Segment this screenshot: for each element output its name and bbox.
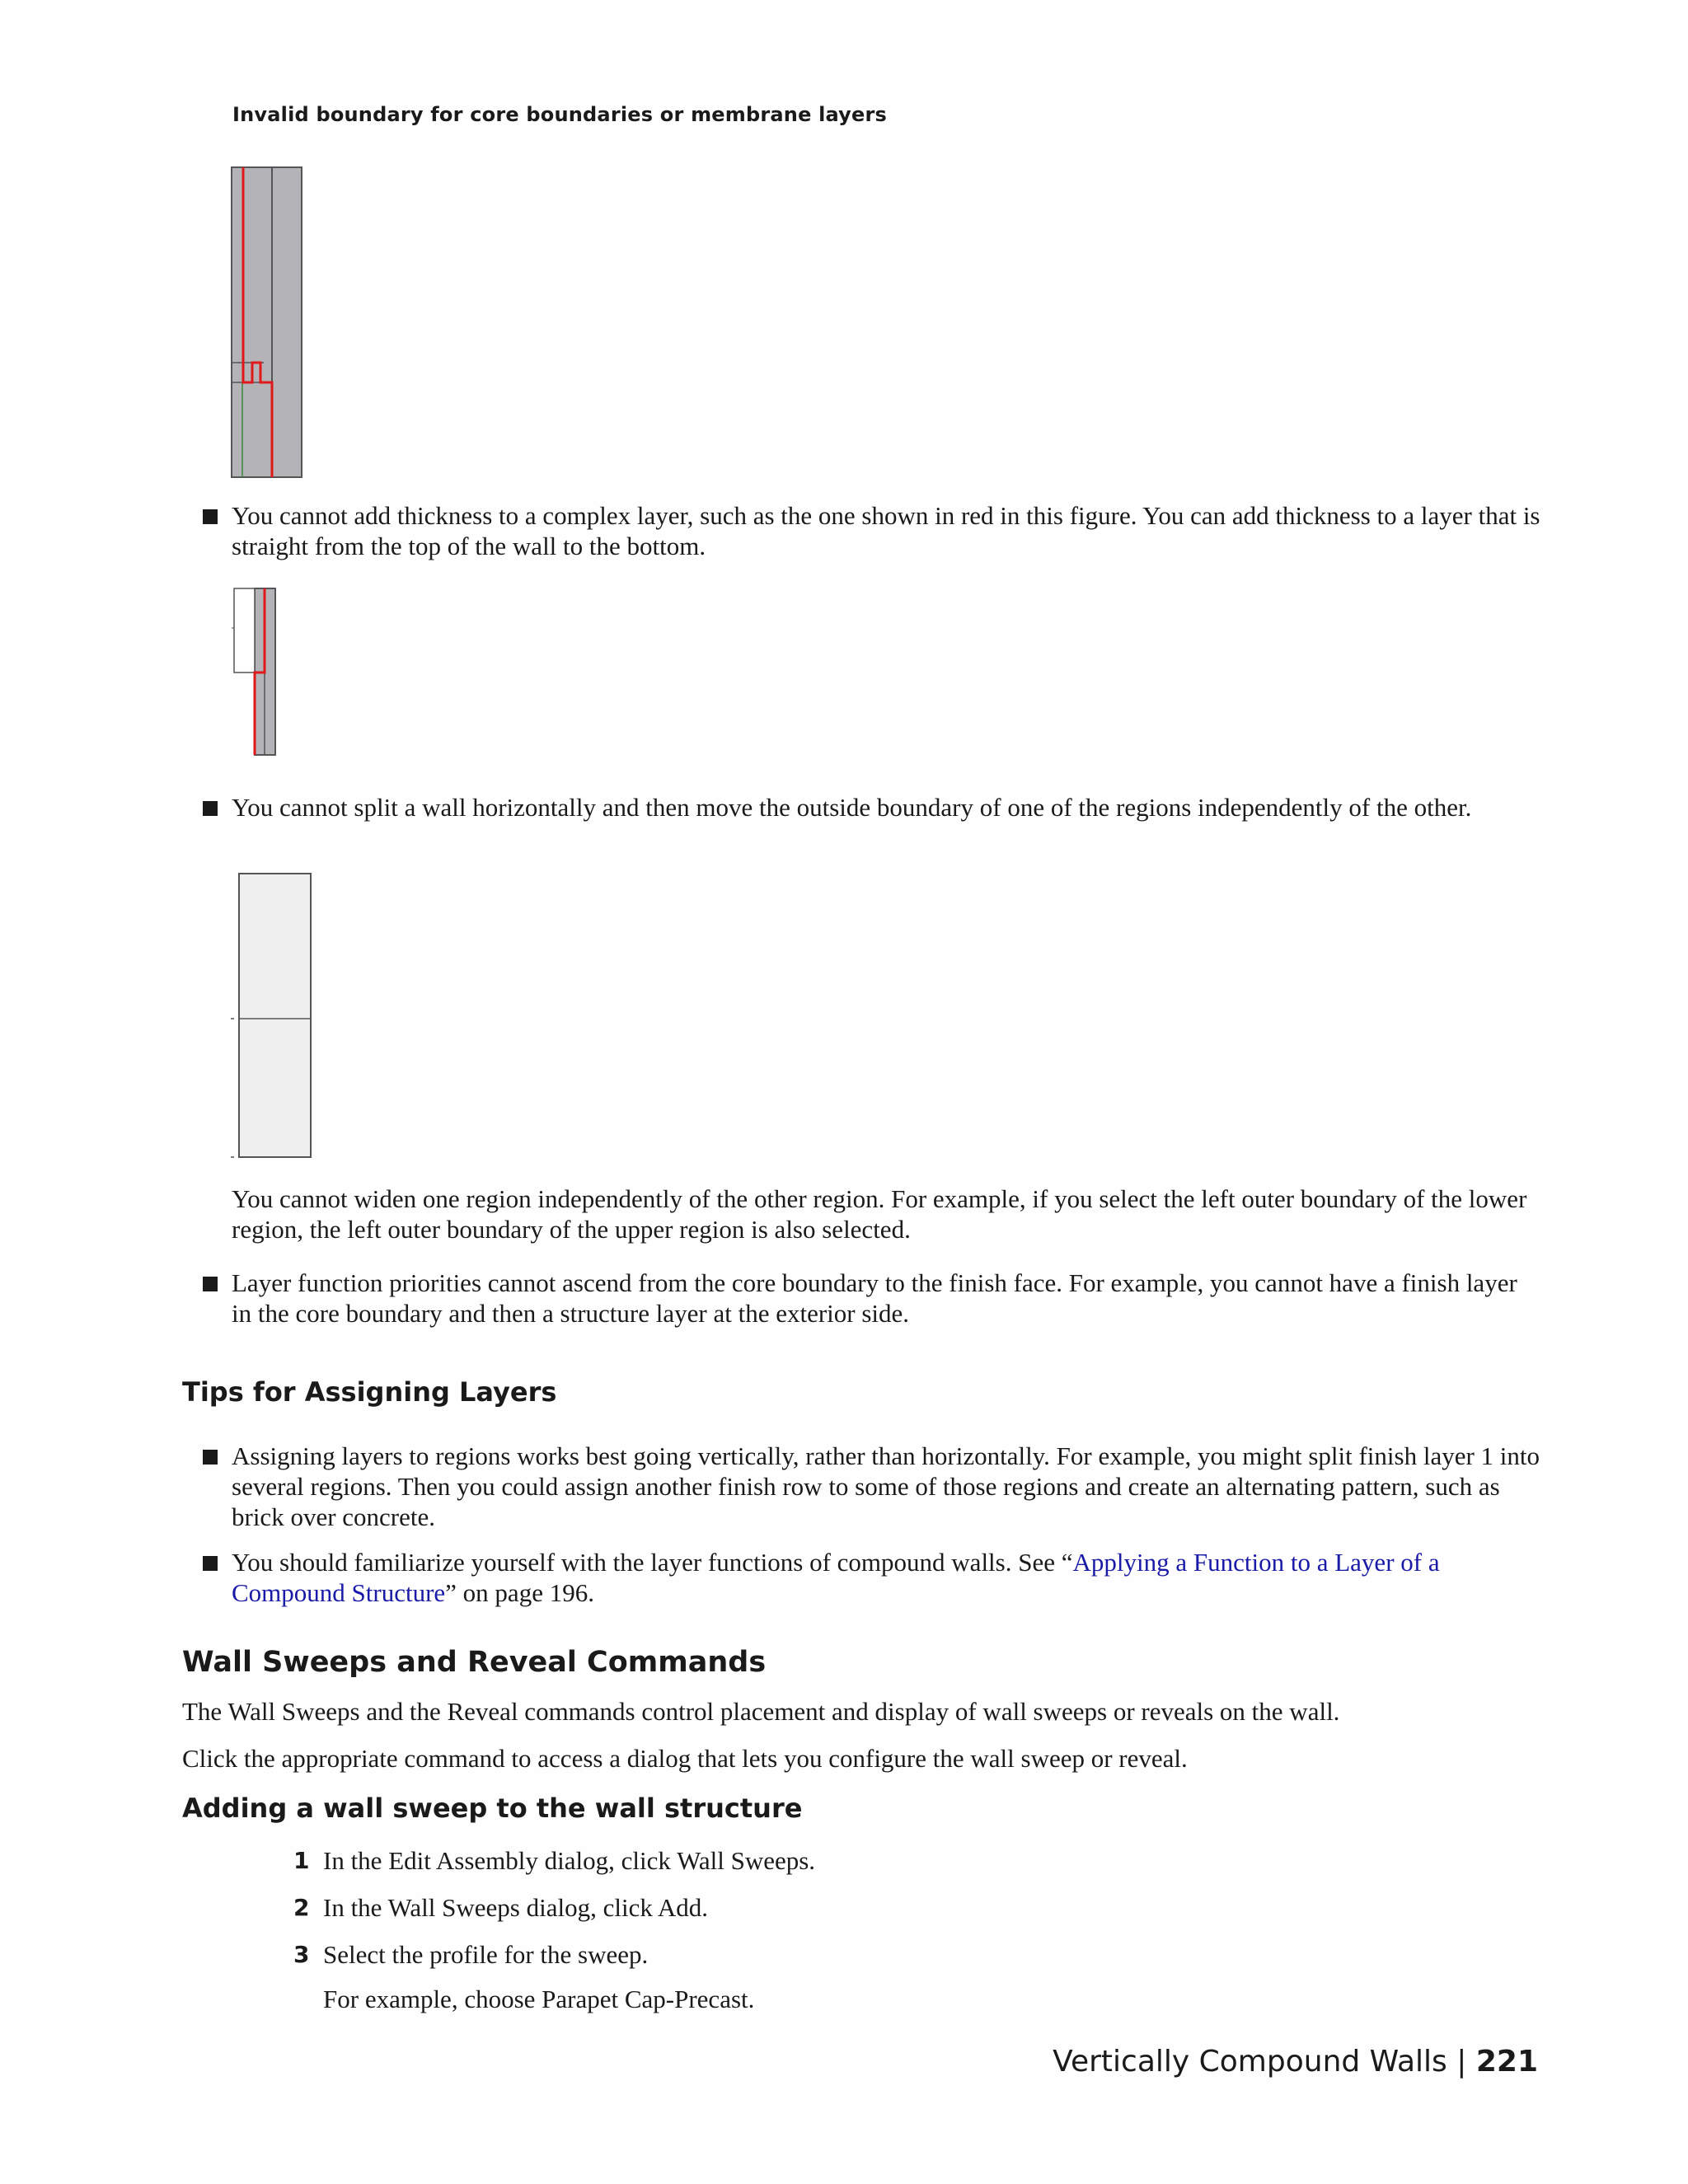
footer-title: Vertically Compound Walls [1053,2045,1447,2079]
sweeps-paragraph-1: The Wall Sweeps and the Reveal commands control placement and display of wall sweeps or reveals on the wall. [182,1697,1340,1726]
bullet-marker [203,1556,218,1571]
bullet-marker [203,509,218,524]
sweeps-paragraph-2: Click the appropriate command to access a dialog that lets you configure the wall sweep or reveal. [182,1744,1188,1773]
step-text: In the Wall Sweeps dialog, click Add. [323,1893,709,1922]
step-number: 3 [293,1941,310,1968]
bullet-marker [203,1450,218,1465]
step-number: 1 [293,1847,310,1874]
figure-caption: Invalid boundary for core boundaries or membrane layers [232,103,888,126]
step-number: 2 [293,1894,310,1921]
widen-region-paragraph: You cannot widen one region independently of the other region. For example, if you select the left outer boundary of the lower region, the left outer boundary of the upper region is also selected. [232,1184,1527,1244]
step-text: In the Edit Assembly dialog, click Wall Sweeps. [323,1846,816,1875]
bullet-complex-layer: You cannot add thickness to a complex layer, such as the one shown in red in this figure. You can add thickness to a layer that is straight from the top of the wall to the bottom. [232,501,1540,560]
complex-layer-figure [231,587,280,757]
bullet-split-wall: You cannot split a wall horizontally and then move the outside boundary of one of the regions independently of the other. [232,793,1472,822]
bullet-marker [203,1277,218,1291]
tip-text-after: ” on page 196. [445,1578,594,1607]
step-text: Select the profile for the sweep. [323,1940,649,1969]
bullet-layer-priorities: Layer function priorities cannot ascend from the core boundary to the finish face. For example, you cannot have a finish layer in the core boundary and then a structure layer at the exterior side. [232,1268,1517,1328]
page-number: 221 [1475,2045,1538,2079]
split-regions-figure [229,872,316,1160]
section-heading: Wall Sweeps and Reveal Commands [182,1646,767,1679]
tip-assigning-layers: Assigning layers to regions works best going vertically, rather than horizontally. For example, you might split finish layer 1 into several regions. Then you could assign another finish row to some of those regions and create an alternating pattern, such as brick over concrete. [232,1441,1540,1531]
procedure-heading: Adding a wall sweep to the wall structure [182,1793,803,1824]
step-example: For example, choose Parapet Cap-Precast. [323,1985,755,2013]
page-footer [1053,2045,1538,2079]
tip-text-before: You should familiarize yourself with the layer functions of compound walls. See “ [232,1548,1073,1577]
bullet-marker [203,801,218,816]
invalid-boundary-figure [231,166,305,480]
footer-separator: | [1456,2045,1467,2079]
applying-function-link[interactable]: Applying a Function to a Layer of a Compound Structure [232,1548,1440,1607]
tips-heading: Tips for Assigning Layers [182,1376,557,1408]
tip-layer-functions [232,1547,1542,1608]
